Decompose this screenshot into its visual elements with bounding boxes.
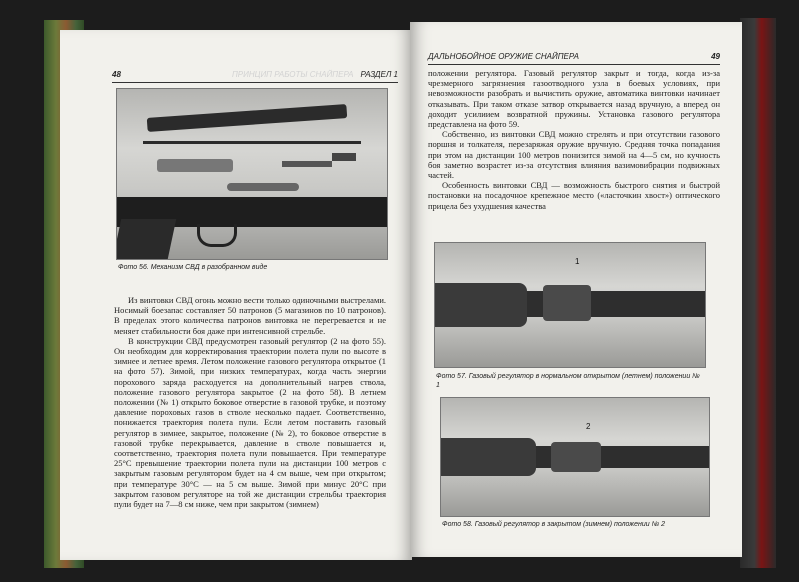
photo-57-caption: Фото 57. Газовый регулятор в нормальном открытом (летнем) положении № 1 [436, 373, 700, 389]
right-paragraph-1: положении регулятора. Газовый регулятор закрыт и тогда, когда из-за чрезмерного загрязнения газоотводного узла в боевых условиях, при невозможности разобрать и вычистить оружие, автоматика винтовки начинает отказывать. При таком отказе затвор открывается назад вручную, а вперед он доходит усилиием возвратной пружины. Установка газового регулятора представлена на фото 59. [428, 68, 720, 130]
right-paragraph-2: Собственно, из винтовки СВД можно стрелять и при отсутствии газового поршня и толкателя, перезаряжая оружие вручную. Средняя точка попадания при этом на дистанции 100 метров понизится зимой на 4—5 см, но кучность боя заметно возрастет из-за отсутствия влияния вазимовибрации подвижных частей. [428, 129, 720, 181]
photo-56-caption: Фото 56. Механизм СВД в разобранном виде [118, 264, 268, 271]
gas-tube-part [143, 141, 361, 144]
callout-2: 2 [586, 422, 591, 431]
book-cover-right-edge [740, 18, 776, 568]
gas-block-part [551, 442, 601, 472]
right-paragraph-3: Особенность винтовки СВД — возможность быстрого снятия и быстрой постановки на посадочное крепежное место («ласточкин хвост») оптического прицела без ухудшения качества [428, 180, 720, 211]
right-section-title: ДАЛЬНОБОЙНОЕ ОРУЖИЕ СНАЙПЕРА [428, 52, 579, 61]
trigger-guard-part [197, 224, 237, 247]
left-page-header [112, 68, 398, 83]
gas-piston-part [157, 159, 233, 172]
left-section-title: РАЗДЕЛ 1 [360, 70, 398, 79]
left-paragraph-1: Из винтовки СВД огонь можно вести только одиночными выстрелами. Носимый боезапас составляет 50 патронов (5 магазинов по 10 патронов). В пределах этого количества патронов винтовка не перегревается и не меняет стабильности боя даже при интенсивной стрельбе. [114, 295, 386, 336]
photo-56-disassembled-svd [116, 88, 388, 260]
right-page-body [428, 68, 720, 211]
left-page-body [114, 295, 386, 509]
spring-part [227, 183, 299, 191]
bolt-carrier-part [147, 104, 347, 132]
bleed-through-header: ПРИНЦИП РАБОТЫ СНАЙПЕРА [232, 70, 354, 79]
right-page [410, 22, 742, 557]
small-part [332, 153, 356, 161]
right-page-header [428, 50, 720, 65]
left-page [60, 30, 412, 560]
pusher-part [282, 161, 332, 167]
gas-block-part [543, 285, 591, 321]
left-paragraph-2: В конструкции СВД предусмотрен газовый регулятор (2 на фото 55). Он необходим для корректирования траектории полета пули по высоте в зимнее и летнее время. Летом положение газового регулятора открытое (1 на фото 57). Зимой, при низких температурах, когда часть энергии порохового заряда расходуется на дополнительный нагрев ствола, положение газового регулятора закрытое (2 на фото 58). В летнем положении (№ 1) открыто боковое отверстие в газовой трубке, и поэтому давление пороховых газов в стволе несколько падает. Соответственно, понижается траектория полета пули. Если летом поставить газовый регулятор в зимнее, закрытое, положение (№ 2), то боковое отверстие в газовой трубке перекрывается, давление в стволе повышается и, соответственно, траектория полета пули повышается. При температуре 25°С превышение траектории полета пули на дистанции 100 метров с закрытым газовым регулятором будет на 4 см выше, чем при открытом; при температуре 30°С — на 5 см выше. Зимой при минус 20°С при закрытом газовом регуляторе на той же дистанции стрельбы траектория пули будет на 7—8 см ниже, чем при закрытом (зимнем) [114, 335, 386, 510]
photo-57-gas-regulator-open [434, 242, 706, 368]
right-page-number: 49 [711, 52, 720, 61]
grip-part [116, 219, 176, 259]
left-page-number: 48 [112, 70, 121, 79]
photo-58-gas-regulator-closed [440, 397, 710, 517]
photo-58-caption: Фото 58. Газовый регулятор в закрытом (зимнем) положении № 2 [442, 521, 665, 528]
handguard-part [441, 438, 536, 476]
callout-1: 1 [575, 257, 580, 266]
handguard-part [435, 283, 527, 327]
